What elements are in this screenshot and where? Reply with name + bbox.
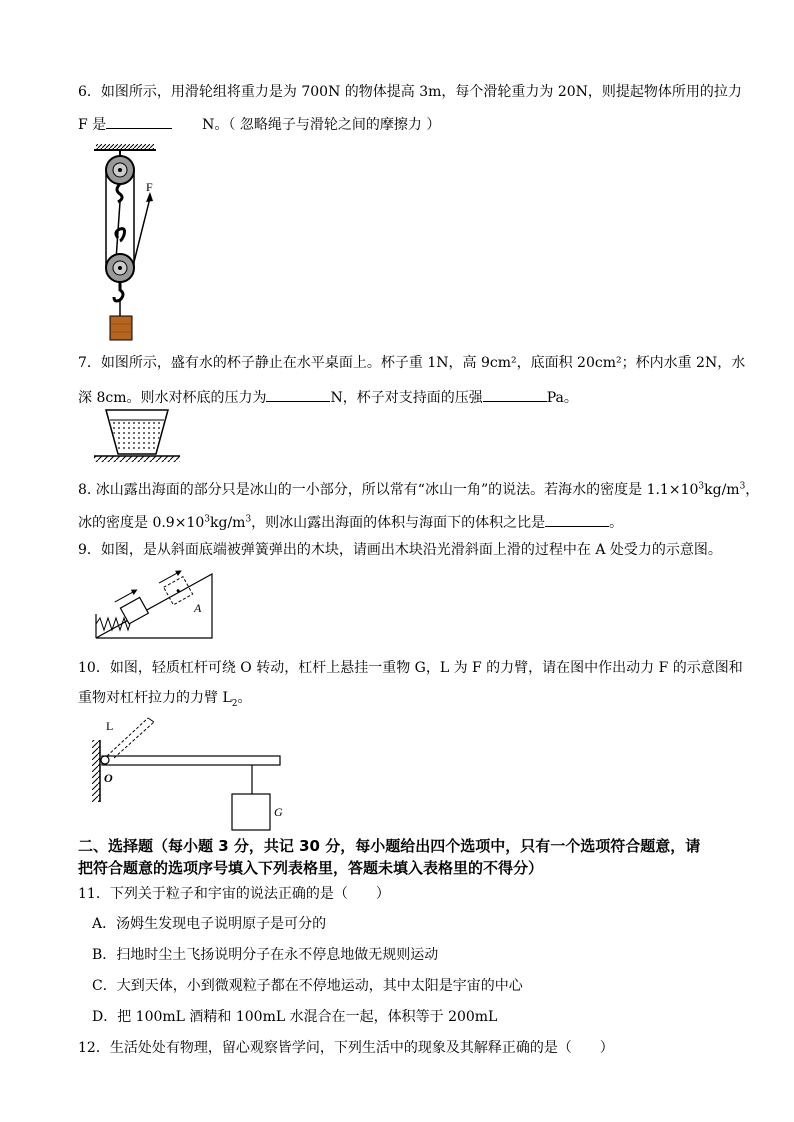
section-2-heading-line-1: 二、选择题（每小题 3 分，共记 30 分，每小题给出四个选项中，只有一个选项符合题意，请	[78, 837, 701, 855]
q7-line-1: 7．如图所示，盛有水的杯子静止在水平桌面上。杯子重 1N，高 9cm²，底面积 20cm²；杯内水重 2N，水	[78, 355, 746, 371]
q8-line-1: 8. 冰山露出海面的部分只是冰山的一小部分，所以常有“冰山一角”的说法。若海水的密度是 $1.1\times 10^3kg/m^3$，	[78, 481, 760, 498]
cup-figure	[92, 406, 182, 466]
q6-answer-blank[interactable]	[106, 112, 172, 129]
weight-G-label: G	[274, 805, 283, 819]
q10-line-2: 重物对杠杆拉力的力臂 $L_2$。	[78, 690, 252, 709]
water	[110, 420, 164, 450]
q6-suffix: N。（ 忽略绳子与滑轮之间的摩擦力 ）	[202, 117, 441, 133]
incline-figure	[90, 566, 220, 641]
q7-text-c: Pa。	[546, 390, 578, 406]
q7-text-b: N，杯子对支持面的压强	[330, 390, 483, 406]
q11-option-d[interactable]: D．把 100mL 酒精和 100mL 水混合在一起，体积等于 200mL	[92, 1009, 498, 1025]
arm-L-label: L	[106, 719, 114, 733]
pivot-O-label: O	[104, 771, 113, 785]
weight-G	[232, 794, 270, 830]
pulley-figure	[90, 140, 190, 340]
pivot	[101, 756, 109, 764]
section-2-heading-line-2: 把符合题意的选项序号填入下列表格里，答题未填入表格里的不得分）	[78, 859, 544, 877]
q6-line-1: 6．如图所示，用滑轮组将重力是为 700N 的物体提高 3m，每个滑轮重力为 20N，则提起物体所用的拉力	[78, 84, 742, 100]
q11-stem: 11．下列关于粒子和宇宙的说法正确的是（ ）	[78, 886, 390, 902]
q11-option-a[interactable]: A．汤姆生发现电子说明原子是可分的	[92, 916, 327, 932]
q10-line-1: 10．如图，轻质杠杆可绕 O 转动，杠杆上悬挂一重物 G，L 为 F 的力臂，请在图中作出动力 F 的示意图和	[78, 660, 743, 676]
q6-line-2	[78, 112, 440, 135]
wall-hatch	[92, 740, 100, 802]
force-label: F	[146, 180, 153, 194]
q9-line-1: 9．如图，是从斜面底端被弹簧弹出的木块，请画出木块沿光滑斜面上滑的过程中在 A 处受力的示意图。	[78, 542, 722, 558]
q8-answer-blank[interactable]	[545, 510, 609, 527]
q8-line-2: 冰的密度是 $0.9\times 10^3kg/m^3$，则冰山露出海面的体积与海面下的体积之比是 。	[78, 510, 623, 533]
q11-option-c[interactable]: C．大到天体，小到微观粒子都在不停地运动，其中太阳是宇宙的中心	[92, 978, 523, 994]
q6-prefix: F 是	[78, 117, 107, 133]
q7-blank-2[interactable]	[483, 385, 547, 402]
q7-blank-1[interactable]	[266, 385, 330, 402]
point-A-label: A	[194, 601, 202, 615]
lever	[102, 756, 280, 765]
load-block	[110, 316, 132, 340]
q7-text-a: 深 8cm。则水对杯底的压力为	[78, 390, 267, 406]
q12-stem: 12．生活处处有物理，留心观察皆学问，下列生活中的现象及其解释正确的是（ ）	[78, 1040, 614, 1056]
q11-option-b[interactable]: B．扫地时尘土飞扬说明分子在永不停息地做无规则运动	[92, 947, 439, 963]
lever-figure	[86, 712, 296, 832]
q7-line-2	[78, 385, 578, 408]
